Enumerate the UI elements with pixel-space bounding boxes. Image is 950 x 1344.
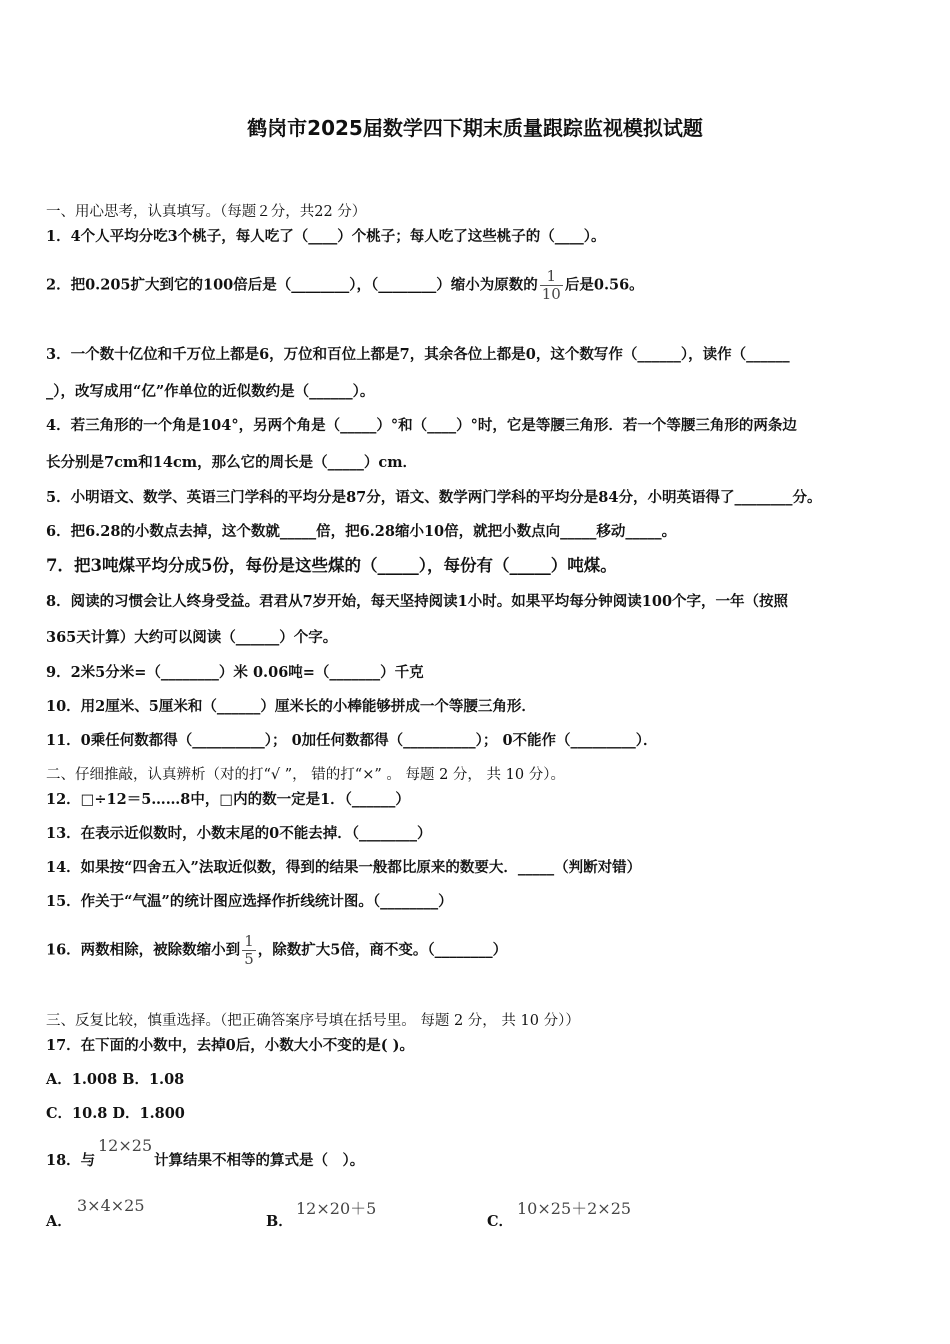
question-8-line-1: 8．阅读的习惯会让人终身受益。君君从7岁开始，每天坚持阅读1小时。如果平均每分钟阅读100个字，一年（按照: [46, 593, 789, 610]
fraction-numerator: 1: [540, 268, 563, 286]
question-2-text-after: 后是0.56。: [564, 276, 644, 294]
question-2-text-before: 2．把0.205扩大到它的100倍后是（________），（________）缩小为原数的: [46, 276, 538, 294]
question-17-options-ab: A．1.008 B．1.08: [46, 1071, 185, 1088]
fraction-one-tenth: [540, 268, 563, 303]
question-15: 15．作关于“气温”的统计图应选择作折线统计图。（________）: [46, 893, 453, 910]
question-7: 7．把3吨煤平均分成5份，每份是这些煤的（_____），每份有（_____）吨煤。: [46, 556, 617, 575]
question-14: 14．如果按“四舍五入”法取近似数，得到的结果一般都比原来的数要大．_____（判断对错）: [46, 859, 642, 876]
question-16-text-after: ，除数扩大5倍，商不变。（________）: [257, 941, 508, 959]
question-1: 1．4个人平均分吃3个桃子，每人吃了（____）个桃子；每人吃了这些桃子的（____）。: [46, 228, 606, 245]
question-8-line-2: 365天计算）大约可以阅读（______）个字。: [46, 629, 338, 646]
question-16: [46, 933, 507, 968]
question-17: 17．在下面的小数中，去掉0后，小数大小不变的是( )。: [46, 1037, 415, 1054]
fraction-one-fifth: [242, 933, 256, 968]
question-18-option-a-expression: 3×4×25: [77, 1196, 145, 1215]
question-3-line-1: 3．一个数十亿位和千万位上都是6，万位和百位上都是7，其余各位上都是0，这个数写作（______），读作（______: [46, 346, 790, 363]
question-10: 10．用2厘米、5厘米和（______）厘米长的小棒能够拼成一个等腰三角形．: [46, 698, 536, 715]
question-4-line-1: 4．若三角形的一个角是104°，另两个角是（_____）°和（____）°时，它是等腰三角形．若一个等腰三角形的两条边: [46, 417, 797, 434]
question-18-option-b-label: B．: [266, 1213, 293, 1230]
fraction-denominator: 10: [541, 285, 561, 303]
fraction-numerator: 1: [244, 932, 254, 950]
question-6: 6．把6.28的小数点去掉，这个数就_____倍，把6.28缩小10倍，就把小数点向_____移动_____。: [46, 523, 677, 540]
question-18-expression: 12×25: [98, 1136, 153, 1155]
section-2-heading: 二、仔细推敲，认真辨析（对的打“√ ”， 错的打“×” 。 每题 2 分， 共 10 分）。: [46, 767, 565, 783]
question-3-line-2: _），改写成用“亿”作单位的近似数约是（______）。: [46, 383, 375, 400]
page-title: 鹤岗市2025届数学四下期末质量跟踪监视模拟试题: [247, 116, 703, 140]
question-18-option-a-label: A．: [46, 1213, 72, 1230]
question-16-text-before: 16．两数相除，被除数缩小到: [46, 941, 241, 959]
question-9: 9．2米5分米=（________）米 0.06吨=（_______）千克: [46, 664, 424, 681]
fraction-denominator: 5: [244, 950, 254, 968]
section-3-heading: 三、反复比较，慎重选择。（把正确答案序号填在括号里。 每题 2 分， 共 10 分））: [46, 1013, 580, 1029]
question-2: [46, 268, 644, 303]
question-12: 12．□÷12＝5……8中，□内的数一定是1．（______）: [46, 791, 410, 808]
question-5: 5．小明语文、数学、英语三门学科的平均分是87分，语文、数学两门学科的平均分是84分，小明英语得了________分。: [46, 489, 822, 506]
question-4-line-2: 长分别是7cm和14cm，那么它的周长是（_____）cm．: [46, 454, 418, 471]
question-18-before: 18．与: [46, 1152, 96, 1169]
question-18-option-b-expression: 12×20＋5: [296, 1199, 377, 1218]
question-18-after: 计算结果不相等的算式是（ ）。: [154, 1152, 365, 1169]
question-18-option-c-expression: 10×25＋2×25: [517, 1199, 632, 1218]
question-17-options-cd: C．10.8 D．1.800: [46, 1105, 185, 1122]
question-18-option-c-label: C．: [487, 1213, 514, 1230]
question-13: 13．在表示近似数时，小数末尾的0不能去掉．（________）: [46, 825, 432, 842]
section-1-heading: 一、用心思考，认真填写。（每题２分，共22 分）: [46, 204, 367, 220]
question-11: 11．0乘任何数都得（__________）； 0加任何数都得（__________）； 0不能作（_________）．: [46, 732, 658, 749]
